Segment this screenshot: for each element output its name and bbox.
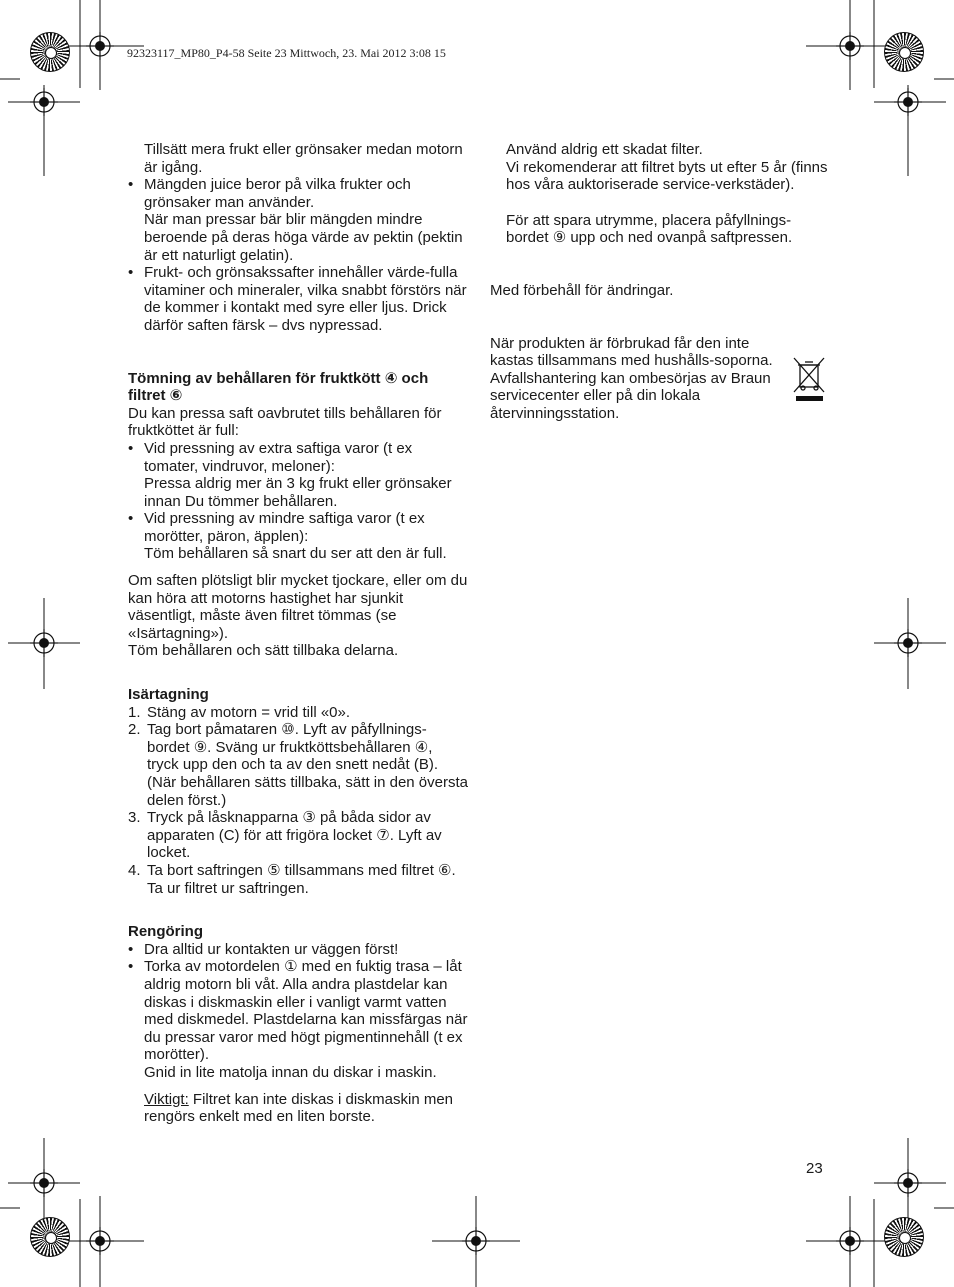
list-item: • Torka av motordelen ① med en fuktig trasa – låt aldrig motorn bli våt. Alla andra plastdelar kan diskas i diskmaskin eller i vanligt varmt vatten med diskmedel. Plastdelarna kan missfärgas när du pressar varor med högt pigmentinnehåll (t ex morötter). (128, 958, 468, 1064)
page-number: 23 (806, 1160, 823, 1177)
paragraph: Töm behållaren och sätt tillbaka delarna. (128, 642, 399, 660)
paragraph: Vi rekomenderar att filtret byts ut efter 5 år (finns hos våra auktoriserade service-verkstäder). (506, 158, 828, 194)
list-item: • Vid pressning av mindre saftiga varor (t ex morötter, päron, äpplen): (128, 510, 468, 545)
list-item: 4. Ta bort saftringen ⑤ tillsammans med filtret ⑥. Ta ur filtret ur saftringen. (128, 861, 456, 897)
print-slug: 92323117_MP80_P4-58 Seite 23 Mittwoch, 23. Mai 2012 3:08 15 (127, 46, 446, 60)
section-heading-emptying: Tömning av behållaren för fruktkött ④ och filtret ⑥ (128, 369, 429, 405)
left-column (128, 141, 468, 1126)
starburst-wheel-icon (884, 1217, 924, 1257)
list-item-continuation: Gnid in lite matolja innan du diskar i maskin. (144, 1063, 437, 1081)
list-item: 2. Tag bort påmataren ⑩. Lyft av påfyllnings-bordet ⑨. Sväng ur fruktköttsbehållaren ④, tryck upp den och ta av den snett nedåt (B). (När behållaren sätts tillbaka, sätt in den översta delen först.) (128, 721, 468, 809)
important-label: Viktigt: (144, 1090, 189, 1108)
list-item: 1. Stäng av motorn = vrid till «0». (128, 703, 351, 721)
paragraph: Använd aldrig ett skadat filter. (506, 141, 703, 158)
section-heading-disassembly: Isärtagning (128, 686, 209, 704)
list-item: 3. Tryck på låsknapparna ③ på båda sidor av apparaten (C) för att frigöra locket ⑦. Lyft av locket. (128, 809, 442, 862)
reservation-note: Med förbehåll för ändringar. (490, 281, 674, 299)
section-heading-cleaning: Rengöring (128, 923, 203, 941)
list-item-continuation: När man pressar bär blir mängden mindre beroende på deras höga värde av pektin (pektin är ett naturligt gelatin). (144, 211, 463, 264)
important-note: Viktigt: Filtret kan inte diskas i diskmaskin men rengörs enkelt med en liten borste. (144, 1090, 454, 1126)
disposal-note: När produkten är förbrukad får den inte kastas tillsammans med hushålls-soporna. Avfallshantering kan ombesörjas av Braun servicecenter eller på din lokala återvinningsstation. (490, 334, 773, 422)
starburst-wheel-icon (884, 32, 924, 72)
paragraph: Om saften plötsligt blir mycket tjockare, eller om du kan höra att motorns hastighet har sjunkit väsentligt, måste även filtret tömmas (se «Isärtagning»). (128, 572, 468, 642)
right-column (490, 141, 830, 423)
list-item-continuation: Pressa aldrig mer än 3 kg frukt eller grönsaker innan Du tömmer behållaren. (144, 475, 452, 510)
list-item: • Vid pressning av extra saftiga varor (t ex tomater, vindruvor, meloner): (128, 440, 468, 475)
intro-line: Tillsätt mera frukt eller grönsaker medan motorn är igång. (144, 141, 463, 176)
list-item: • Dra alltid ur kontakten ur väggen först! (128, 941, 468, 959)
starburst-wheel-icon (30, 32, 70, 72)
crossed-out-wheelie-bin-icon (792, 356, 826, 402)
starburst-wheel-icon (30, 1217, 70, 1257)
paragraph: För att spara utrymme, placera påfyllnings-bordet ⑨ upp och ned ovanpå saftpressen. (506, 211, 793, 247)
paragraph: Du kan pressa saft oavbrutet tills behållaren för fruktköttet är full: (128, 404, 442, 440)
list-item: • Mängden juice beror på vilka frukter och grönsaker man använder. (128, 176, 468, 211)
list-item: • Frukt- och grönsakssafter innehåller värde-fulla vitaminer och mineraler, vilka snabbt förstörs när de kommer i kontakt med syre eller ljus. Drick därför saften färsk – dvs nypressad. (128, 264, 468, 334)
list-item-continuation: Töm behållaren så snart du ser att den är full. (144, 545, 447, 563)
